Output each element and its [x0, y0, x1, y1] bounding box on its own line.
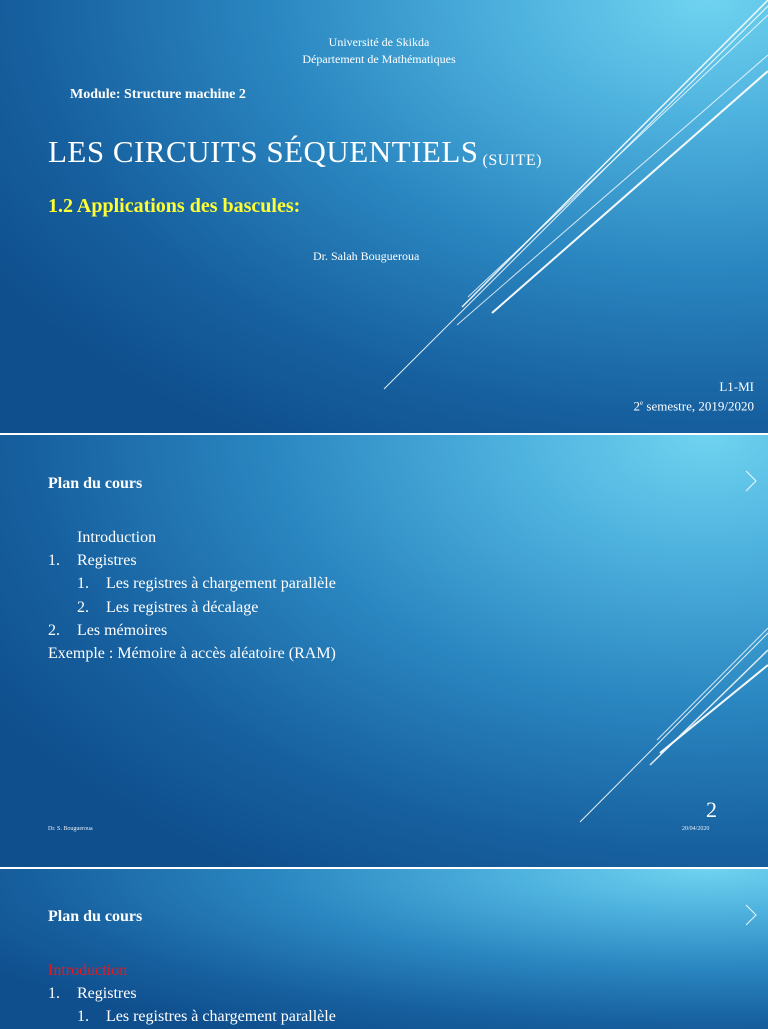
footer-date: 20/04/2020 [682, 826, 710, 832]
outline-item: 2. Les mémoires [48, 621, 168, 639]
semester-label [634, 395, 754, 414]
outline-slide-partial [0, 869, 768, 1029]
author-name: Dr. Salah Bougueroua [313, 249, 420, 263]
outline-subitem: 1. Les registres à chargement parallèle [77, 575, 336, 593]
plan-heading: Plan du cours [48, 475, 143, 492]
slide-subtitle: 1.2 Applications des bascules: [48, 195, 301, 217]
outline-item: Exemple : Mémoire à accès aléatoire (RAM) [48, 645, 336, 663]
outline-list [48, 526, 336, 665]
outline-item: 1. Registres [48, 985, 137, 1003]
footer-author: Dr. S. Bougueroua [48, 826, 93, 832]
outline-item-highlighted: Introduction [48, 962, 128, 979]
title-text: LES CIRCUITS SÉQUENTIELS [48, 134, 479, 169]
department-name: Département de Mathématiques [302, 52, 456, 66]
level-label: L1-MI [719, 379, 754, 394]
semester-superscript: e [640, 399, 644, 407]
university-header [0, 34, 758, 68]
course-level [634, 378, 754, 414]
outline-subitem: 2. Les registres à décalage [77, 598, 259, 616]
university-name: Université de Skikda [328, 35, 430, 49]
outline-slide [0, 435, 768, 867]
outline-subitem: 1. Les registres à chargement parallèle [77, 1008, 336, 1026]
outline-list [48, 959, 336, 1029]
slide-title [48, 134, 542, 170]
plan-heading: Plan du cours [48, 908, 143, 925]
outline-item: Introduction [77, 529, 157, 546]
semester-ordinal: 2 [633, 398, 641, 414]
semester-text: semestre, 2019/2020 [643, 398, 754, 414]
title-suffix: (SUITE) [482, 152, 542, 169]
page-number: 2 [706, 797, 717, 822]
title-slide [0, 0, 768, 433]
outline-item: 1. Registres [48, 552, 137, 570]
module-name: Module: Structure machine 2 [70, 87, 246, 102]
